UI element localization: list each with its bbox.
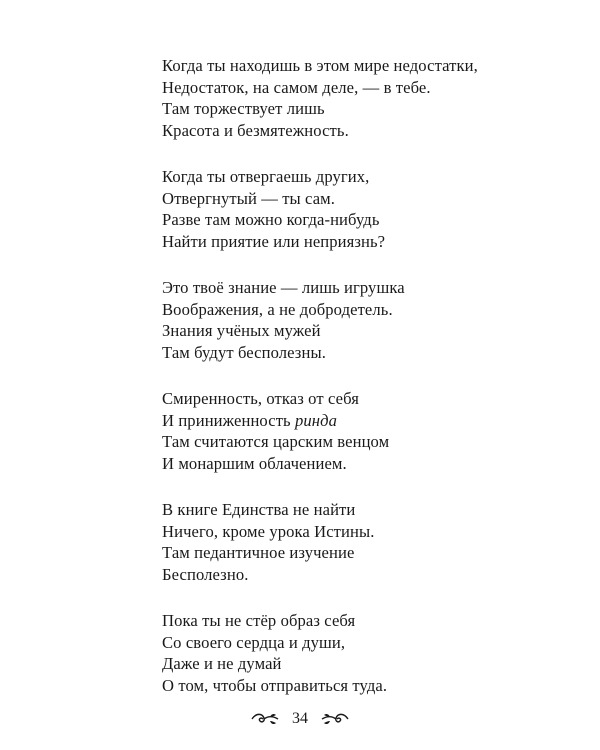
- poem-line: Пока ты не стёр образ себя: [162, 611, 356, 630]
- floral-ornament-icon: [250, 711, 280, 727]
- page-number: 34: [292, 710, 308, 727]
- poem-line: Найти приятие или неприязнь?: [162, 231, 386, 251]
- poem: [162, 55, 562, 721]
- poem-line: Бесполезно.: [162, 564, 249, 584]
- stanza-6: [162, 610, 562, 696]
- poem-line: Это твоё знание — лишь игрушка: [162, 278, 405, 297]
- italic-term: ринда: [294, 410, 337, 430]
- stanza-1: [162, 55, 562, 141]
- poem-line: Там будут бесполезны.: [162, 342, 326, 362]
- stanza-2: [162, 166, 562, 252]
- stanza-5: [162, 499, 562, 585]
- poem-line: Когда ты находишь в этом мире недостатки,: [162, 56, 478, 75]
- poem-line: Смиренность, отказ от себя: [162, 389, 359, 408]
- poem-line: Там считаются царским венцом: [162, 432, 390, 451]
- poem-line: Со своего сердца и души,: [162, 632, 346, 652]
- poem-line: Даже и не думай: [162, 654, 282, 673]
- stanza-4: [162, 388, 562, 474]
- floral-ornament-icon: [320, 711, 350, 727]
- poem-line: Ничего, кроме урока Истины.: [162, 521, 375, 541]
- poem-line-text: И приниженность: [162, 410, 295, 430]
- poem-line: Когда ты отвергаешь других,: [162, 167, 370, 186]
- poem-line: Отвергнутый — ты сам.: [162, 188, 336, 208]
- stanza-3: [162, 277, 562, 363]
- poem-line: Там торжествует лишь: [162, 99, 325, 118]
- poem-line: И монаршим облачением.: [162, 453, 347, 473]
- poem-line: В книге Единства не найти: [162, 500, 356, 519]
- poem-line: Красота и безмятежность.: [162, 120, 349, 140]
- poem-line: Недостаток, на самом деле, — в тебе.: [162, 77, 431, 97]
- poem-line: Воображения, а не добродетель.: [162, 299, 393, 319]
- poem-line: Разве там можно когда-нибудь: [162, 210, 380, 229]
- poem-line: Знания учёных мужей: [162, 321, 321, 340]
- poem-line: Там педантичное изучение: [162, 543, 355, 562]
- poem-line: [162, 410, 562, 432]
- page-footer: [0, 707, 600, 731]
- poem-line: О том, чтобы отправиться туда.: [162, 675, 388, 695]
